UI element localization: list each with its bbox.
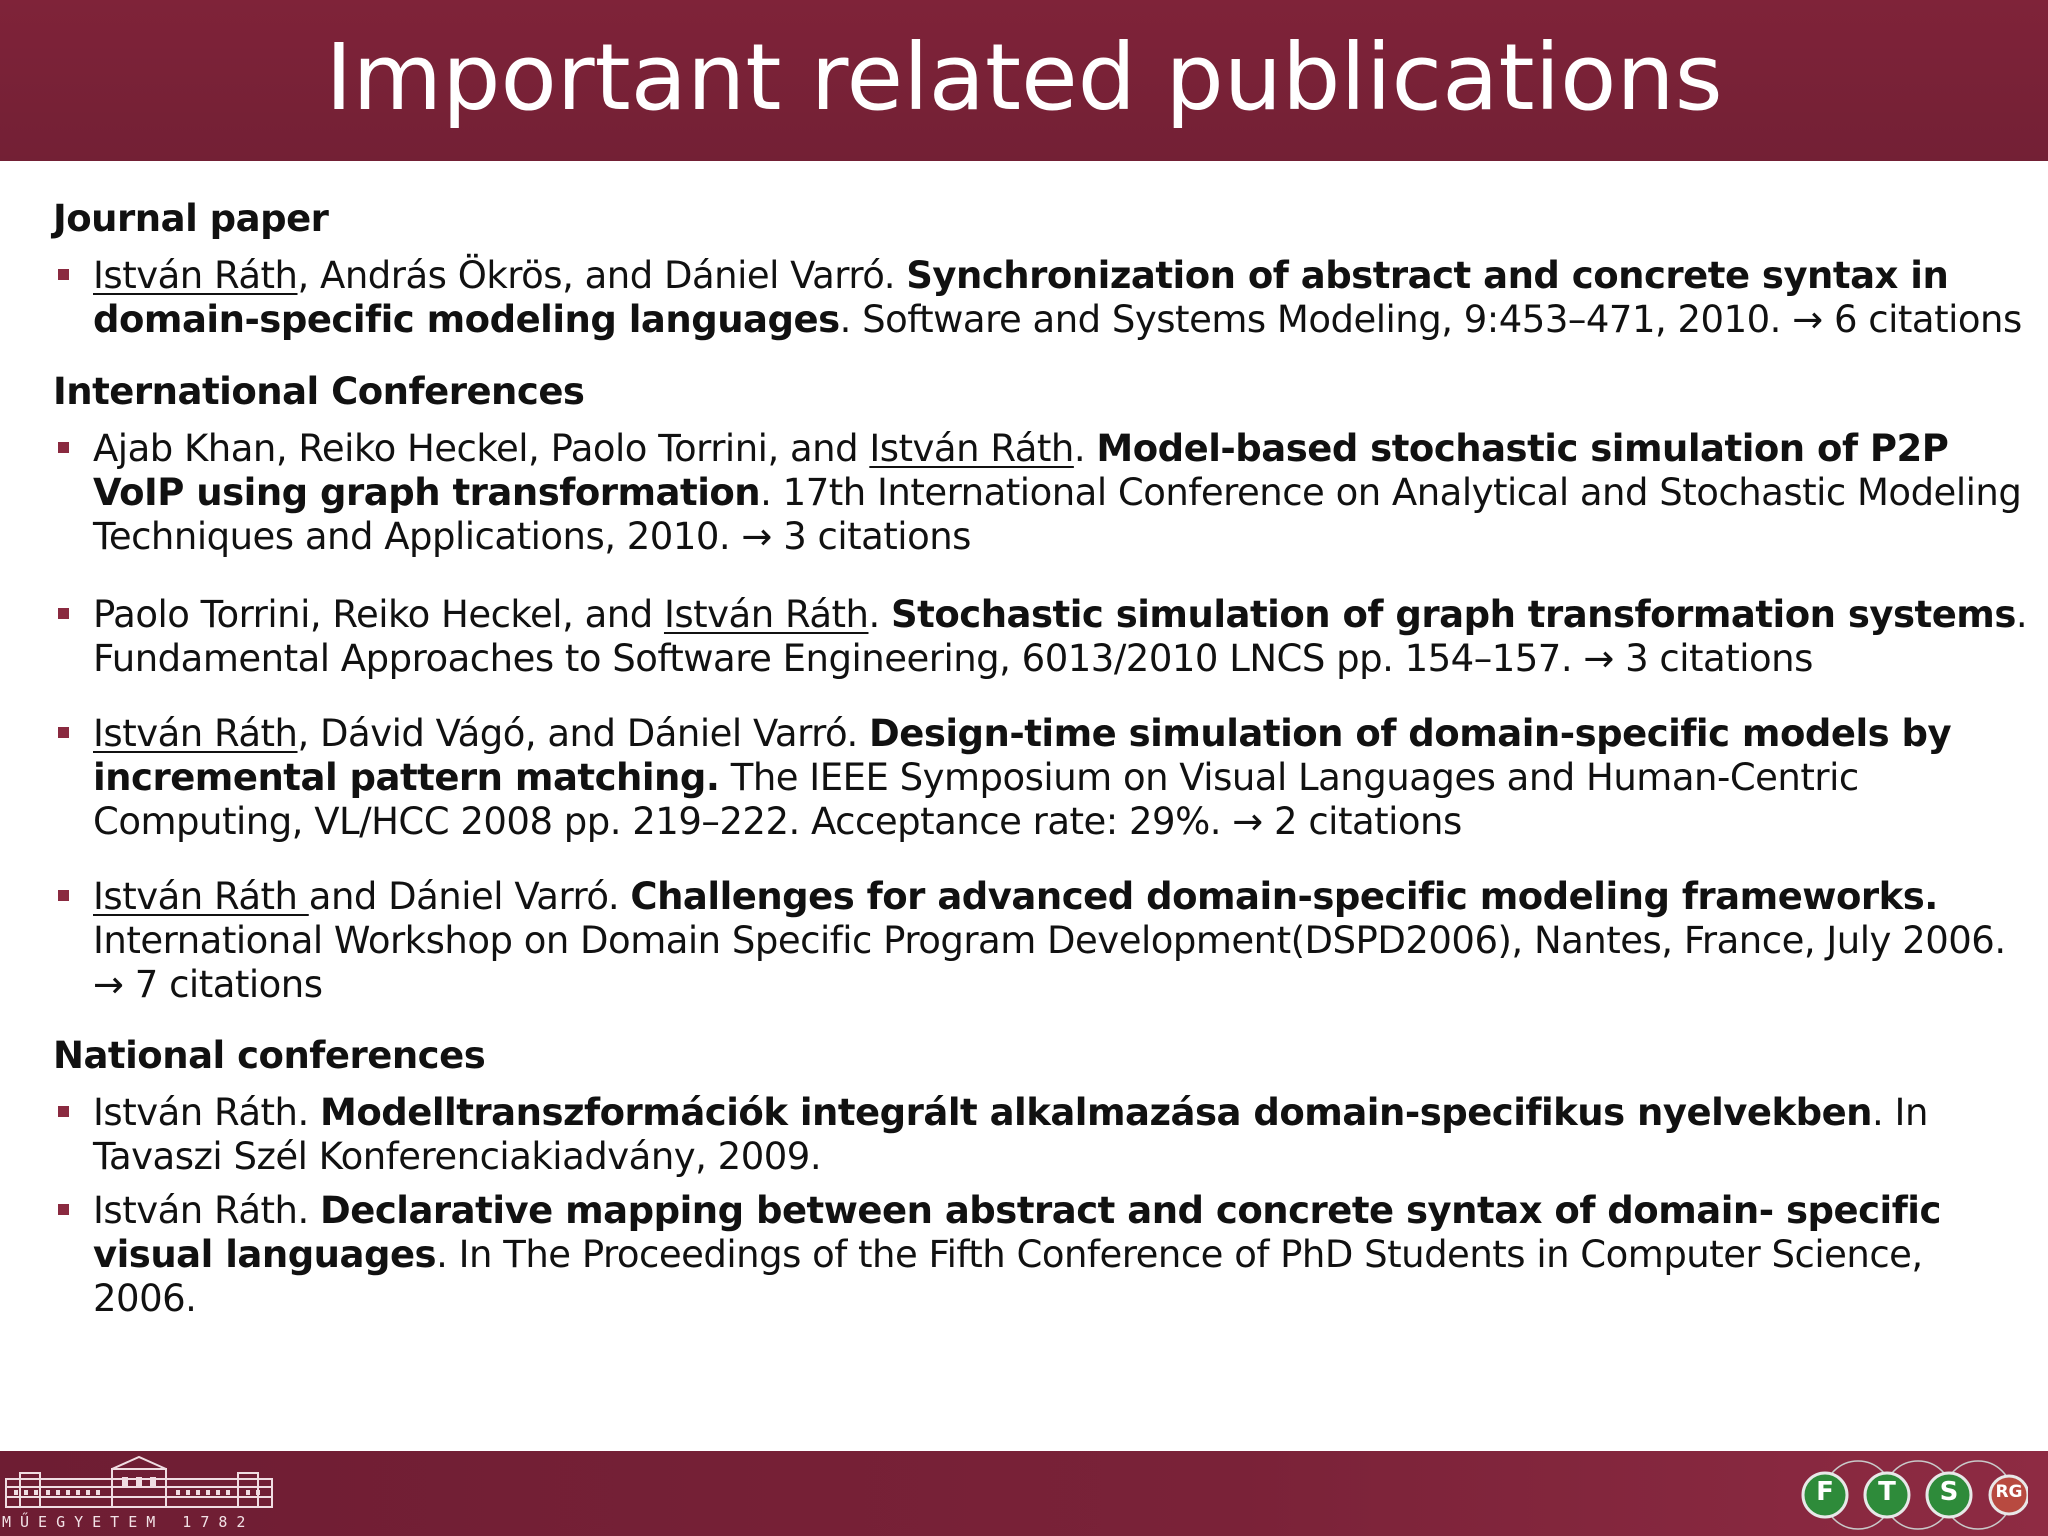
section-title-national: National conferences [53, 1034, 486, 1077]
publication-authors: Ajab Khan, Reiko Heckel, Paolo Torrini, and [93, 427, 870, 470]
author-highlight: István Ráth [93, 875, 309, 918]
bullet-icon [58, 1106, 69, 1117]
slide-footer [0, 1451, 2048, 1536]
publication-details: The IEEE Symposium on Visual Languages and Human-Centric Computing, VL/HCC 2008 pp. 219–222. Acceptance rate: 29%. → 2 citations [93, 756, 1859, 843]
ftsrg-group-logo [1798, 1457, 2028, 1533]
publication-title: Stochastic simulation of graph transformation systems [891, 593, 2016, 636]
slide-content [0, 161, 2048, 1451]
publication-entry: Ajab Khan, Reiko Heckel, Paolo Torrini, and István Ráth. Model-based stochastic simulation of P2P VoIP using graph transformation. 17th International Conference on Analytical and Stochastic Modeling Techniques and Applications, 2010. → 3 citations [93, 427, 2022, 558]
publication-entry: István Ráth, Dávid Vágó, and Dániel Varró. Design-time simulation of domain-specific models by incremental pattern matching. The IEEE Symposium on Visual Languages and Human-Centric Computing, VL/HCC 2008 pp. 219–222. Acceptance rate: 29%. → 2 citations [93, 712, 1952, 843]
publication-details: . 17th International Conference on Analytical and Stochastic Modeling Techniques and Applications, 2010. → 3 citations [93, 471, 2022, 558]
publication-authors: István Ráth. [93, 1091, 321, 1134]
publication-details: . In The Proceedings of the Fifth Conference of PhD Students in Computer Science, 2006. [93, 1233, 1923, 1320]
author-highlight: István Ráth [93, 712, 298, 755]
publication-entry [93, 1091, 2028, 1179]
publication-title: Declarative mapping between abstract and concrete syntax of domain- specific visual languages [93, 1189, 1941, 1276]
section-title-international: International Conferences [53, 370, 585, 413]
logo-letter: F [1816, 1477, 1834, 1507]
publication-details: . Software and Systems Modeling, 9:453–471, 2010. → 6 citations [839, 298, 2022, 341]
bullet-icon [58, 727, 69, 738]
publication-authors: Paolo Torrini, Reiko Heckel, and [93, 593, 664, 636]
slide-header [0, 0, 2048, 161]
publication-entry [93, 254, 2028, 342]
publication-authors: , András Ökrös, and Dániel Varró. [297, 254, 907, 297]
author-highlight: István Ráth [663, 593, 869, 636]
publication-title: Modelltranszformációk integrált alkalmazása domain-specifikus nyelvekben [320, 1091, 1873, 1134]
logo-letter: S [1939, 1477, 1959, 1507]
publication-details: . In Tavaszi Szél Konferenciakiadvány, 2009. [93, 1091, 1928, 1178]
publication-details: International Workshop on Domain Specific Program Development(DSPD2006), Nantes, France, July 2006. → 7 citations [93, 919, 2006, 1006]
publication-details: . Fundamental Approaches to Software Engineering, 6013/2010 LNCS pp. 154–157. → 3 citations [93, 593, 2028, 680]
publication-entry [93, 1189, 2028, 1321]
publication-authors: István Ráth. [93, 1189, 321, 1232]
slide-title: Important related publications [325, 24, 1723, 131]
logo-letter: RG [1995, 1482, 2023, 1502]
author-highlight: István Ráth [93, 254, 298, 297]
publication-title: Challenges for advanced domain-specific modeling frameworks. [630, 875, 1938, 918]
bullet-icon [58, 890, 69, 901]
bullet-icon [58, 442, 69, 453]
publication-title: Synchronization of abstract and concrete syntax in domain-specific modeling languages [93, 254, 1949, 341]
section-title-journal: Journal paper [53, 197, 329, 240]
logo-letter: T [1878, 1477, 1896, 1507]
bullet-icon [58, 269, 69, 280]
publication-title: Design-time simulation of domain-specific models by incremental pattern matching. [93, 712, 1952, 799]
university-caption: MŰEGYETEM 1782 [2, 1513, 255, 1531]
author-highlight: István Ráth [869, 427, 1074, 470]
bullet-icon [58, 608, 69, 619]
publication-entry: István Ráth and Dániel Varró. Challenges for advanced domain-specific modeling frameworks. International Workshop on Domain Specific Program Development(DSPD2006), Nantes, France, July 2006. → 7 citations [93, 875, 2006, 1006]
bullet-icon [58, 1204, 69, 1215]
publication-title: Model-based stochastic simulation of P2P VoIP using graph transformation [93, 427, 1949, 514]
publication-entry: Paolo Torrini, Reiko Heckel, and István Ráth. Stochastic simulation of graph transformation systems. Fundamental Approaches to Software Engineering, 6013/2010 LNCS pp. 154–157. → 3 citations [93, 593, 2028, 680]
university-building-logo [0, 1451, 278, 1536]
